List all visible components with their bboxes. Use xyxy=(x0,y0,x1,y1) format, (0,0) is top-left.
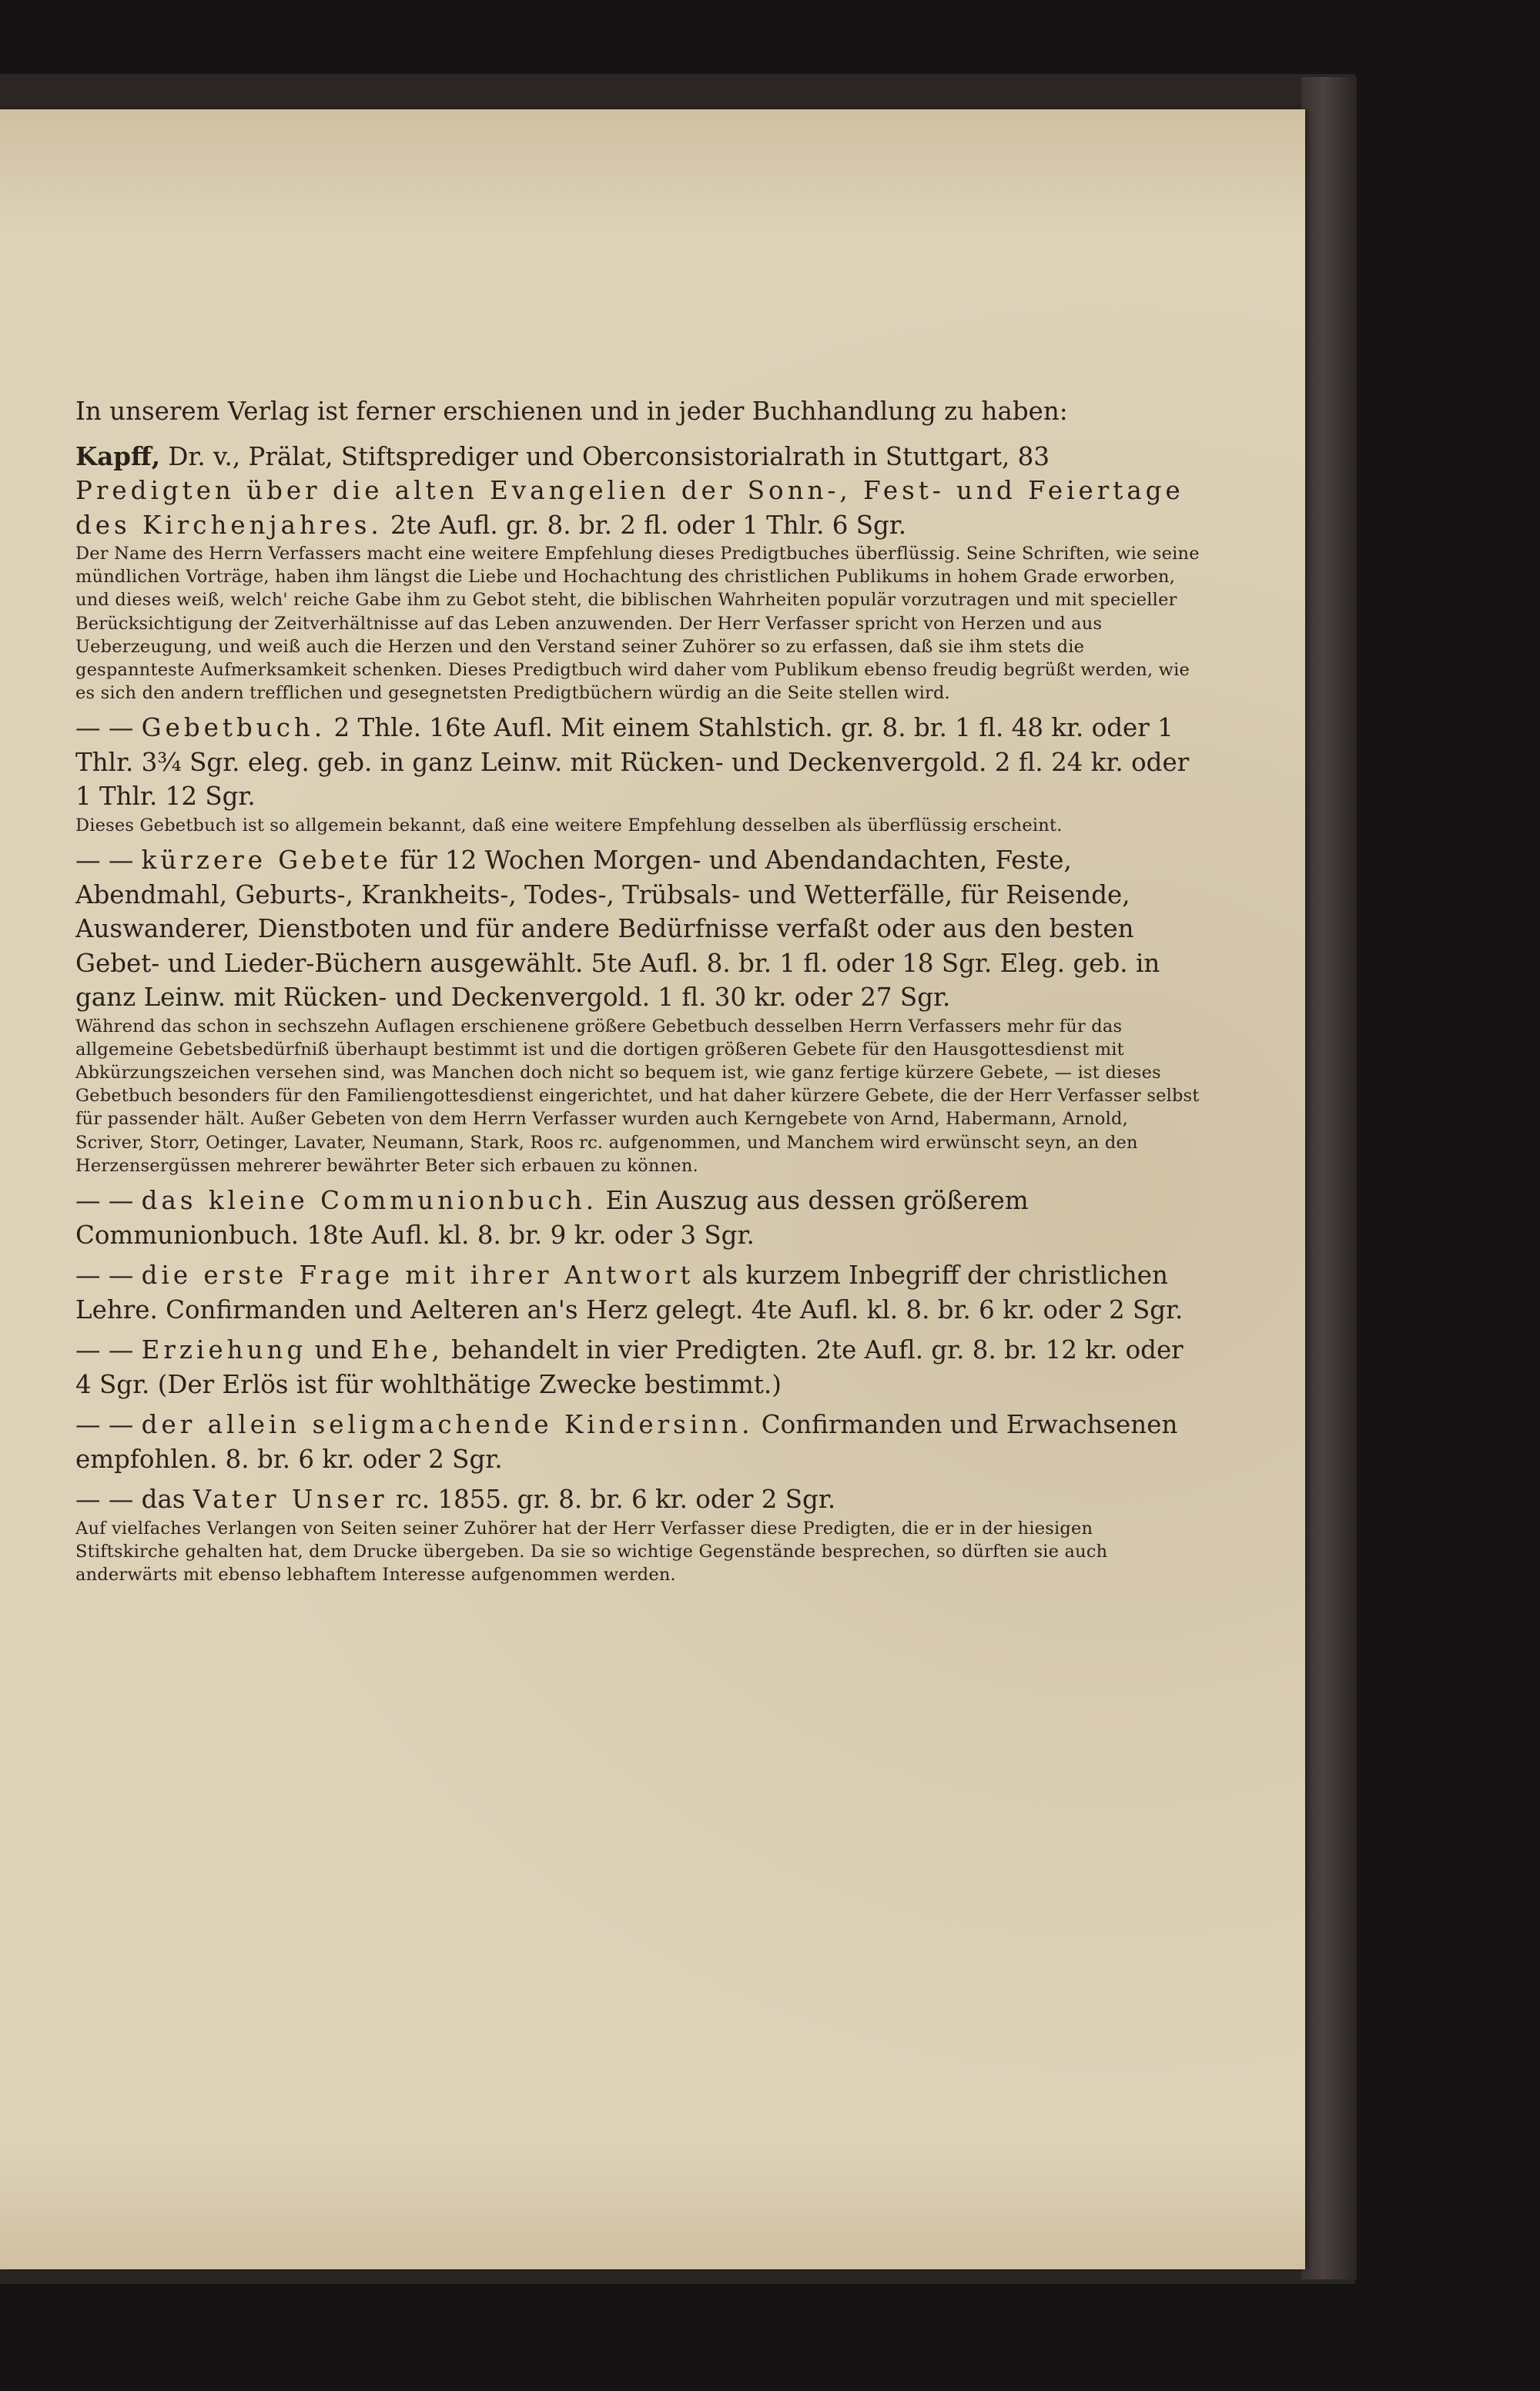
entry-erste-frage: — — die erste Frage mit ihrer Antwort als kurzem Inbegriff der christlichen Lehre. Confirmanden und Aelteren an's Herz gelegt. 4te Aufl. kl. 8. br. 6 kr. oder 2 Sgr. xyxy=(75,1261,1183,1324)
book-details: rc. 1855. gr. 8. br. 6 kr. oder 2 Sgr. xyxy=(387,1485,836,1515)
book-details: Ein Auszug aus dessen größerem Communionbuch. 18te Aufl. kl. 8. br. 9 kr. oder 3 Sgr. xyxy=(75,1186,1029,1250)
page-text xyxy=(75,394,1200,1586)
entry-kindersinn: — — der allein seligmachende Kindersinn. Confirmanden und Erwachsenen empfohlen. 8. br. 6 kr. oder 2 Sgr. xyxy=(75,1410,1178,1474)
book-title-2: Ehe, xyxy=(370,1335,444,1365)
book-title: Vater Unser xyxy=(192,1485,388,1515)
book-details: als kurzem Inbegriff der christlichen Lehre. Confirmanden und Aelteren an's Herz gelegt. 4te Aufl. kl. 8. br. 6 kr. oder 2 Sgr. xyxy=(75,1261,1183,1324)
book-title: Erziehung xyxy=(141,1335,307,1365)
entry-kuerzere-gebete: — — kürzere Gebete für 12 Wochen Morgen- und Abendandachten, Feste, Abendmahl, Geburts-, Krankheits-, Todes-, Trübsals- und Wetterfälle, für Reisende, Auswanderer, Dienstboten und für andere Bedürfnisse verfaßt oder aus den besten Gebet- und Lieder-Büchern ausgewählt. 5te Aufl. 8. br. 1 fl. oder 18 Sgr. Eleg. geb. in ganz Leinw. mit Rücken- und Deckenvergold. 1 fl. 30 kr. oder 27 Sgr. Während das schon in sechszehn Auflagen erschienene größere Gebetbuch desselben Herrn Verfassers mehr für das allgemeine Gebetsbedürfniß überhaupt bestimmt ist und die dortigen größeren Gebete für den Hausgottesdienst mit Abkürzungszeichen versehen sind, was Manchen doch nicht so bequem ist, wie ganz fertige kürzere Gebete, — ist dieses Gebetbuch besonders für den Familiengottesdienst eingerichtet, und hat daher kürzere Gebete, die der Herr Verfasser selbst für passender hält. Außer Gebeten von dem Herrn Verfasser wurden auch Kerngebete von Arnd, Habermann, Arnold, Scriver, Storr, Oetinger, Lavater, Neumann, Stark, Roos rc. aufgenommen, und Manchem wird erwünscht seyn, an den Herzensergüssen mehrerer bewährter Beter sich erbauen zu können. xyxy=(75,843,1200,1177)
book-title: Gebetbuch. xyxy=(141,713,326,743)
entry-kapff-predigten: Kapff, Dr. v., Prälat, Stiftsprediger und Oberconsistorialrath in Stuttgart, 83 Predigten über die alten Evangelien der Sonn-, Fest- und Feiertage des Kirchenjahres. 2te Aufl. gr. 8. br. 2 fl. oder 1 Thlr. 6 Sgr. Der Name des Herrn Verfassers macht eine weitere Empfehlung dieses Predigtbuches überflüssig. Seine Schriften, wie seine mündlichen Vorträge, haben ihm längst die Liebe und Hochachtung des christlichen Publikums in hohem Grade erworben, und dieses weiß, welch' reiche Gabe ihm zu Gebot steht, die biblischen Wahrheiten populär vorzutragen und mit specieller Berücksichtigung der Zeitverhältnisse auf das Leben anzuwenden. Der Herr Verfasser spricht von Herzen und aus Ueberzeugung, und weiß auch die Herzen und den Verstand seiner Zuhörer so zu erfassen, daß sie ihm stets die gespannteste Aufmerksamkeit schenken. Dieses Predigtbuch wird daher vom Publikum ebenso freudig begrüßt werden, wie es sich den andern trefflichen und gesegnetsten Predigtbüchern würdig an die Seite stellen wird. xyxy=(75,440,1200,705)
book-details: 2te Aufl. gr. 8. br. 2 fl. oder 1 Thlr. 6 Sgr. xyxy=(382,510,907,540)
book-details: Confirmanden und Erwachsenen empfohlen. 8. br. 6 kr. oder 2 Sgr. xyxy=(75,1410,1178,1474)
book-details: für 12 Wochen Morgen- und Abendandachten, Feste, Abendmahl, Geburts-, Krankheits-, Todes-, Trübsals- und Wetterfälle, für Reisende, Auswanderer, Dienstboten und für andere Bedürfnisse verfaßt oder aus den besten Gebet- und Lieder-Büchern ausgewählt. 5te Aufl. 8. br. 1 fl. oder 18 Sgr. Eleg. geb. in ganz Leinw. mit Rücken- und Deckenvergold. 1 fl. 30 kr. oder 27 Sgr. xyxy=(75,846,1160,1013)
book-details: 2 Thle. 16te Aufl. Mit einem Stahlstich. gr. 8. br. 1 fl. 48 kr. oder 1 Thlr. 3¾ Sgr. eleg. geb. in ganz Leinw. mit Rücken- und Deckenvergold. 2 fl. 24 kr. oder 1 Thlr. 12 Sgr. xyxy=(75,713,1190,812)
book-title: Predigten über die alten Evangelien der Sonn-, Fest- und Feiertage des Kirchenjahres. xyxy=(75,476,1184,540)
entry-vater-unser: — — das Vater Unser rc. 1855. gr. 8. br. 6 kr. oder 2 Sgr. Auf vielfaches Verlangen von Seiten seiner Zuhörer hat der Herr Verfasser diese Predigten, die er in der hiesigen Stiftskirche gehalten hat, dem Drucke übergeben. Da sie so wichtige Gegenstände besprechen, so dürften sie auch anderwärts mit ebenso lebhaftem Interesse aufgenommen werden. xyxy=(75,1482,1200,1586)
book-title: kürzere Gebete xyxy=(141,846,392,876)
entry-communionbuch: — — das kleine Communionbuch. Ein Auszug aus dessen größerem Communionbuch. 18te Aufl. kl. 8. br. 9 kr. oder 3 Sgr. xyxy=(75,1186,1029,1250)
book-details: behandelt in vier Predigten. 2te Aufl. gr. 8. br. 12 kr. oder 4 Sgr. (Der Erlös ist für wohlthätige Zwecke bestimmt.) xyxy=(75,1335,1183,1399)
book-title: das kleine Communionbuch. xyxy=(141,1186,598,1216)
entry-gebetbuch: — — Gebetbuch. 2 Thle. 16te Aufl. Mit einem Stahlstich. gr. 8. br. 1 fl. 48 kr. oder 1 Thlr. 3¾ Sgr. eleg. geb. in ganz Leinw. mit Rücken- und Deckenvergold. 2 fl. 24 kr. oder 1 Thlr. 12 Sgr. Dieses Gebetbuch ist so allgemein bekannt, daß eine weitere Empfehlung desselben als überflüssig erscheint. xyxy=(75,711,1200,837)
book-note: Auf vielfaches Verlangen von Seiten seiner Zuhörer hat der Herr Verfasser diese Predigten, die er in der hiesigen Stiftskirche gehalten hat, dem Drucke übergeben. Da sie so wichtige Gegenstände besprechen, so dürften sie auch anderwärts mit ebenso lebhaftem Interesse aufgenommen werden. xyxy=(75,1518,1108,1585)
page xyxy=(0,109,1305,2269)
book-title: die erste Frage mit ihrer Antwort xyxy=(141,1261,695,1291)
author-name: Kapff, xyxy=(75,440,161,471)
book-note: Während das schon in sechszehn Auflagen erschienene größere Gebetbuch desselben Herrn Verfassers mehr für das allgemeine Gebetsbedürfniß überhaupt bestimmt ist und die dortigen größeren Gebete für den Hausgottesdienst mit Abkürzungszeichen versehen sind, was Manchen doch nicht so bequem ist, wie ganz fertige kürzere Gebete, — ist dieses Gebetbuch besonders für den Familiengottesdienst eingerichtet, und hat daher kürzere Gebete, die der Herr Verfasser selbst für passender hält. Außer Gebeten von dem Herrn Verfasser wurden auch Kerngebete von Arnd, Habermann, Arnold, Scriver, Storr, Oetinger, Lavater, Neumann, Stark, Roos rc. aufgenommen, und Manchem wird erwünscht seyn, an den Herzensergüssen mehrerer bewährter Beter sich erbauen zu können. xyxy=(75,1016,1200,1176)
intro-text: In unserem Verlag ist ferner erschienen und in jeder Buchhandlung zu haben: xyxy=(75,397,1068,426)
book-note: Der Name des Herrn Verfassers macht eine weitere Empfehlung dieses Predigtbuches überflüssig. Seine Schriften, wie seine mündlichen Vorträge, haben ihm längst die Liebe und Hochachtung des christlichen Publikums in hohem Grade erworben, und dieses weiß, welch' reiche Gabe ihm zu Gebot steht, die biblischen Wahrheiten populär vorzutragen und mit specieller Berücksichtigung der Zeitverhältnisse auf das Leben anzuwenden. Der Herr Verfasser spricht von Herzen und aus Ueberzeugung, und weiß auch die Herzen und den Verstand seiner Zuhörer so zu erfassen, daß sie ihm stets die gespannteste Aufmerksamkeit schenken. Dieses Predigtbuch wird daher vom Publikum ebenso freudig begrüßt werden, wie es sich den andern trefflichen und gesegnetsten Predigtbüchern würdig an die Seite stellen wird. xyxy=(75,544,1200,704)
cover-spine-edge xyxy=(1301,77,1357,2279)
book-note: Dieses Gebetbuch ist so allgemein bekannt, daß eine weitere Empfehlung desselben als überflüssig erscheint. xyxy=(75,815,1063,836)
entry-erziehung-ehe: — — Erziehung und Ehe, behandelt in vier Predigten. 2te Aufl. gr. 8. br. 12 kr. oder 4 Sgr. (Der Erlös ist für wohlthätige Zwecke bestimmt.) xyxy=(75,1335,1183,1399)
book-title: der allein seligmachende Kindersinn. xyxy=(141,1410,754,1440)
